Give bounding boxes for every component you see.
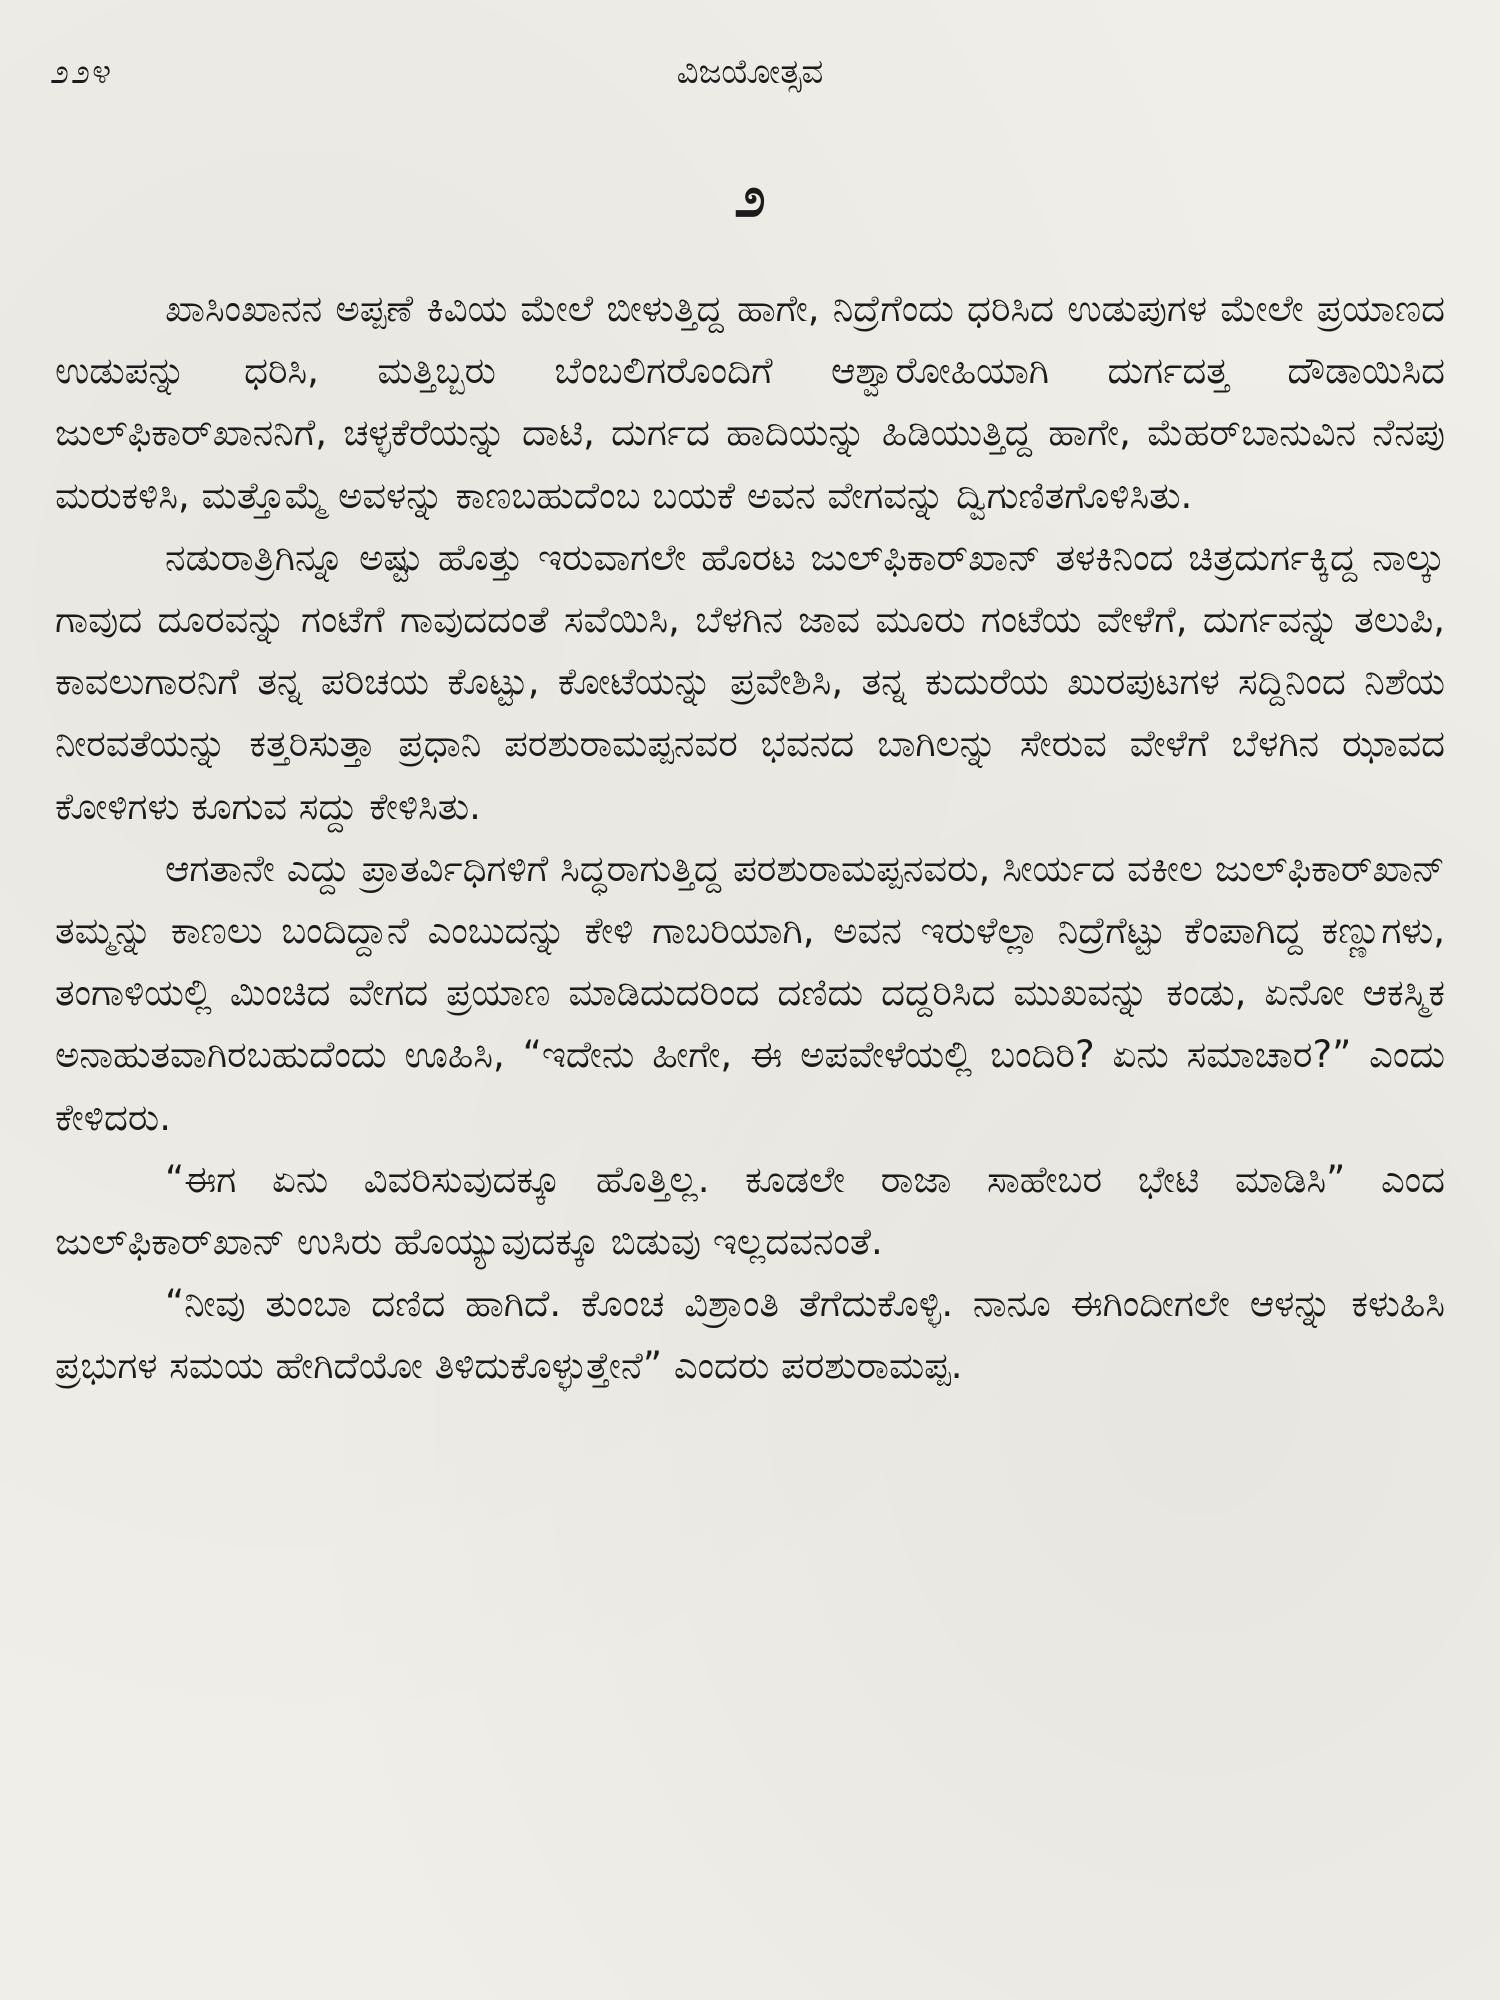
paragraph-2: ನಡುರಾತ್ರಿಗಿನ್ನೂ ಅಷ್ಟು ಹೊತ್ತು ಇರುವಾಗಲೇ ಹೊರಟ ಜುಲ್‌ಫಿಕಾರ್‌ಖಾನ್ ತಳಕಿನಿಂದ ಚಿತ್ರದುರ್ಗಕ್ಕಿದ್ದ ನಾಲ್ಕು ಗಾವುದ ದೂರವನ್ನು ಗಂಟೆಗೆ ಗಾವುದದಂತೆ ಸವೆಯಿಸಿ, ಬೆಳಗಿನ ಜಾವ ಮೂರು ಗಂಟೆಯ ವೇಳೆಗೆ, ದುರ್ಗವನ್ನು ತಲುಪಿ, ಕಾವಲುಗಾರನಿಗೆ ತನ್ನ ಪರಿಚಯ ಕೊಟ್ಟು, ಕೋಟೆಯನ್ನು ಪ್ರವೇಶಿಸಿ, ತನ್ನ ಕುದುರೆಯ ಖುರಪುಟಗಳ ಸದ್ದಿನಿಂದ ನಿಶೆಯ ನೀರವತೆಯನ್ನು ಕತ್ತರಿಸುತ್ತಾ ಪ್ರಧಾನಿ ಪರಶುರಾಮಪ್ಪನವರ ಭವನದ ಬಾಗಿಲನ್ನು ಸೇರುವ ವೇಳೆಗೆ ಬೆಳಗಿನ ಝಾವದ ಕೋಳಿಗಳು ಕೂಗುವ ಸದ್ದು ಕೇಳಿಸಿತು. xyxy=(55,535,1445,828)
page-number: ೨೨೪ xyxy=(50,52,114,92)
paragraph-3: ಆಗತಾನೇ ಎದ್ದು ಪ್ರಾತರ್ವಿಧಿಗಳಿಗೆ ಸಿದ್ಧರಾಗುತ್ತಿದ್ದ ಪರಶುರಾಮಪ್ಪನವರು, ಸೀರ್ಯದ ವಕೀಲ ಜುಲ್‌ಫಿಕಾರ್‌ಖಾನ್ ತಮ್ಮನ್ನು ಕಾಣಲು ಬಂದಿದ್ದಾನೆ ಎಂಬುದನ್ನು ಕೇಳಿ ಗಾಬರಿಯಾಗಿ, ಅವನ ಇರುಳೆಲ್ಲಾ ನಿದ್ರೆಗೆಟ್ಟು ಕೆಂಪಾಗಿದ್ದ ಕಣ್ಣುಗಳು, ತಂಗಾಳಿಯಲ್ಲಿ ಮಿಂಚಿದ ವೇಗದ ಪ್ರಯಾಣ ಮಾಡಿದುದರಿಂದ ದಣಿದು ದದ್ದರಿಸಿದ ಮುಖವನ್ನು ಕಂಡು, ಏನೋ ಆಕಸ್ಮಿಕ ಅನಾಹುತವಾಗಿರಬಹುದೆಂದು ಊಹಿಸಿ, “ಇದೇನು ಹೀಗೇ, ಈ ಅಪವೇಳೆಯಲ್ಲಿ ಬಂದಿರಿ? ಏನು ಸಮಾಚಾರ?” ಎಂದು ಕೇಳಿದರು. xyxy=(55,846,1445,1139)
body-text xyxy=(55,278,1445,1398)
page-header xyxy=(50,52,1450,112)
paragraph-1: ಖಾಸಿಂಖಾನನ ಅಪ್ಪಣೆ ಕಿವಿಯ ಮೇಲೆ ಬೀಳುತ್ತಿದ್ದ ಹಾಗೇ, ನಿದ್ರೆಗೆಂದು ಧರಿಸಿದ ಉಡುಪುಗಳ ಮೇಲೇ ಪ್ರಯಾಣದ ಉಡುಪನ್ನು ಧರಿಸಿ, ಮತ್ತಿಬ್ಬರು ಬೆಂಬಲಿಗರೊಂದಿಗೆ ಆಶ್ವಾರೋಹಿಯಾಗಿ ದುರ್ಗದತ್ತ ದೌಡಾಯಿಸಿದ ಜುಲ್‌ಫಿಕಾರ್‌ಖಾನನಿಗೆ, ಚಳ್ಳಕೆರೆಯನ್ನು ದಾಟಿ, ದುರ್ಗದ ಹಾದಿಯನ್ನು ಹಿಡಿಯುತ್ತಿದ್ದ ಹಾಗೇ, ಮೆಹರ್‌ಬಾನುವಿನ ನೆನಪು ಮರುಕಳಿಸಿ, ಮತ್ತೊಮ್ಮೆ ಅವಳನ್ನು ಕಾಣಬಹುದೆಂಬ ಬಯಕೆ ಅವನ ವೇಗವನ್ನು ದ್ವಿಗುಣಿತಗೊಳಿಸಿತು. xyxy=(55,287,1445,517)
running-title: ವಿಜಯೋತ್ಸವ xyxy=(676,52,824,92)
paragraph-4: “ಈಗ ಏನು ವಿವರಿಸುವುದಕ್ಕೂ ಹೊತ್ತಿಲ್ಲ. ಕೂಡಲೇ ರಾಜಾ ಸಾಹೇಬರ ಭೇಟಿ ಮಾಡಿಸಿ” ಎಂದ ಜುಲ್‌ಫಿಕಾರ್‌ಖಾನ್ ಉಸಿರು ಹೊಯ್ಯುವುದಕ್ಕೂ ಬಿಡುವು ಇಲ್ಲದವನಂತೆ. xyxy=(55,1157,1445,1264)
chapter-number: ೨ xyxy=(734,165,766,230)
paragraph-5: “ನೀವು ತುಂಬಾ ದಣಿದ ಹಾಗಿದೆ. ಕೊಂಚ ವಿಶ್ರಾಂತಿ ತೆಗೆದುಕೊಳ್ಳಿ. ನಾನೂ ಈಗಿಂದೀಗಲೇ ಆಳನ್ನು ಕಳುಹಿಸಿ ಪ್ರಭುಗಳ ಸಮಯ ಹೇಗಿದೆಯೋ ತಿಳಿದುಕೊಳ್ಳುತ್ತೇನೆ” ಎಂದರು ಪರಶುರಾಮಪ್ಪ. xyxy=(55,1282,1445,1388)
